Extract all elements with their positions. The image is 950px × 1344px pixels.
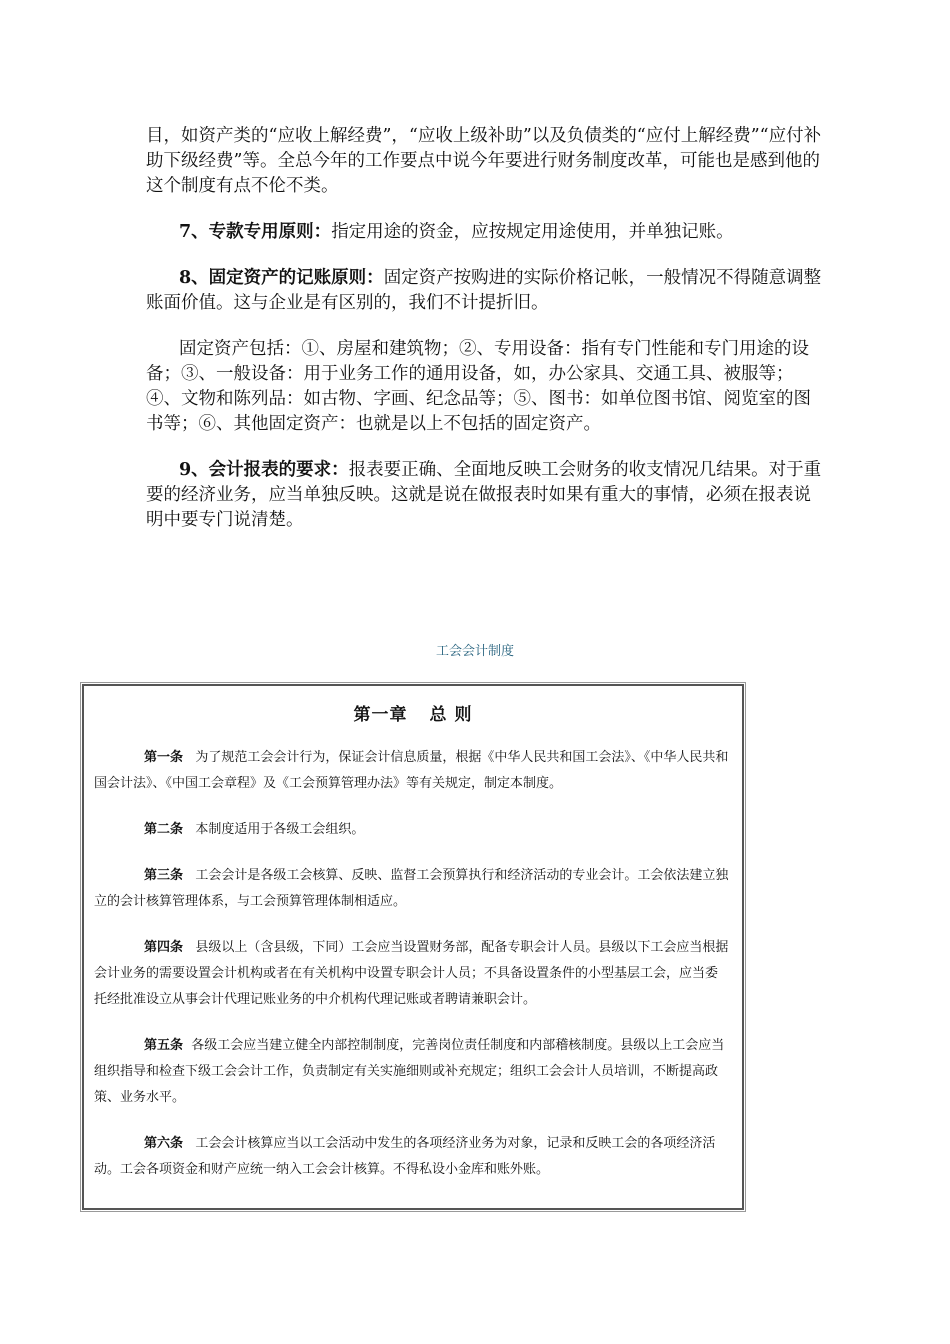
article-label: 第五条 bbox=[144, 1038, 184, 1053]
article bbox=[94, 745, 730, 797]
article-list bbox=[84, 745, 742, 1183]
chapter-number: 第一章 bbox=[353, 705, 408, 725]
principle-8-body: 固定资产按购进的实际价格记帐，一般情况不得随意调整账面价值。这与企业是有区别的，我们不计提折旧。 bbox=[146, 268, 822, 313]
article-text: 为了规范工会会计行为，保证会计信息质量，根据《中华人民共和国工会法》、《中华人民共和国会计法》、《中国工会章程》及《工会预算管理办法》等有关规定，制定本制度。 bbox=[94, 750, 729, 791]
principle-9 bbox=[146, 458, 826, 533]
regulation-box bbox=[82, 684, 744, 1210]
article-label: 第四条 bbox=[144, 940, 184, 955]
article-text: 工会会计是各级工会核算、反映、监督工会预算执行和经济活动的专业会计。工会依法建立独立的会计核算管理体系，与工会预算管理体制相适应。 bbox=[94, 868, 729, 909]
main-text bbox=[146, 124, 826, 533]
article bbox=[94, 863, 730, 915]
principle-8 bbox=[146, 266, 826, 316]
chapter-title: 总 则 bbox=[429, 705, 473, 725]
principle-7 bbox=[146, 220, 826, 245]
principle-8-heading: 8、固定资产的记账原则： bbox=[179, 268, 384, 288]
article-label: 第三条 bbox=[144, 868, 184, 883]
article bbox=[94, 1033, 730, 1111]
principle-9-heading: 9、会计报表的要求： bbox=[179, 460, 349, 480]
article-label: 第六条 bbox=[144, 1136, 184, 1151]
article-label: 第一条 bbox=[144, 750, 184, 765]
fixed-assets-paragraph: 固定资产包括：①、房屋和建筑物；②、专用设备：指有专门性能和专门用途的设备；③、一般设备：用于业务工作的通用设备，如，办公家具、交通工具、被服等；④、文物和陈列品：如古物、字画、纪念品等；⑤、图书：如单位图书馆、阅览室的图书等；⑥、其他固定资产：也就是以上不包括的固定资产。 bbox=[146, 339, 811, 434]
section-link-title[interactable]: 工会会计制度 bbox=[435, 644, 514, 659]
article bbox=[94, 935, 730, 1013]
article bbox=[94, 1131, 730, 1183]
article-text: 县级以上（含县级，下同）工会应当设置财务部，配备专职会计人员。县级以下工会应当根据会计业务的需要设置会计机构或者在有关机构中设置专职会计人员；不具备设置条件的小型基层工会，应当委托经批准设立从事会计代理记账业务的中介机构代理记账或者聘请兼职会计。 bbox=[94, 940, 729, 1007]
article-text: 各级工会应当建立健全内部控制制度，完善岗位责任制度和内部稽核制度。县级以上工会应当组织指导和检查下级工会会计工作，负责制定有关实施细则或补充规定；组织工会会计人员培训，不断提高政策、业务水平。 bbox=[94, 1038, 725, 1105]
article-label: 第二条 bbox=[144, 822, 184, 837]
chapter-heading bbox=[84, 700, 742, 725]
article-text: 本制度适用于各级工会组织。 bbox=[195, 822, 365, 837]
intro-paragraph: 目，如资产类的“应收上解经费”，“应收上级补助”以及负债类的“应付上解经费”“应付补助下级经费”等。全总今年的工作要点中说今年要进行财务制度改革，可能也是感到他的这个制度有点不伦不类。 bbox=[146, 126, 822, 196]
article-text: 工会会计核算应当以工会活动中发生的各项经济业务为对象，记录和反映工会的各项经济活动。工会各项资金和财产应统一纳入工会会计核算。不得私设小金库和账外账。 bbox=[94, 1136, 716, 1177]
article bbox=[94, 817, 730, 843]
principle-7-heading: 7、专款专用原则： bbox=[179, 222, 332, 242]
principle-7-body: 指定用途的资金，应按规定用途使用，并单独记账。 bbox=[331, 222, 734, 242]
principle-9-body: 报表要正确、全面地反映工会财务的收支情况几结果。对于重要的经济业务，应当单独反映。这就是说在做报表时如果有重大的事情，必须在报表说明中要专门说清楚。 bbox=[146, 460, 822, 530]
